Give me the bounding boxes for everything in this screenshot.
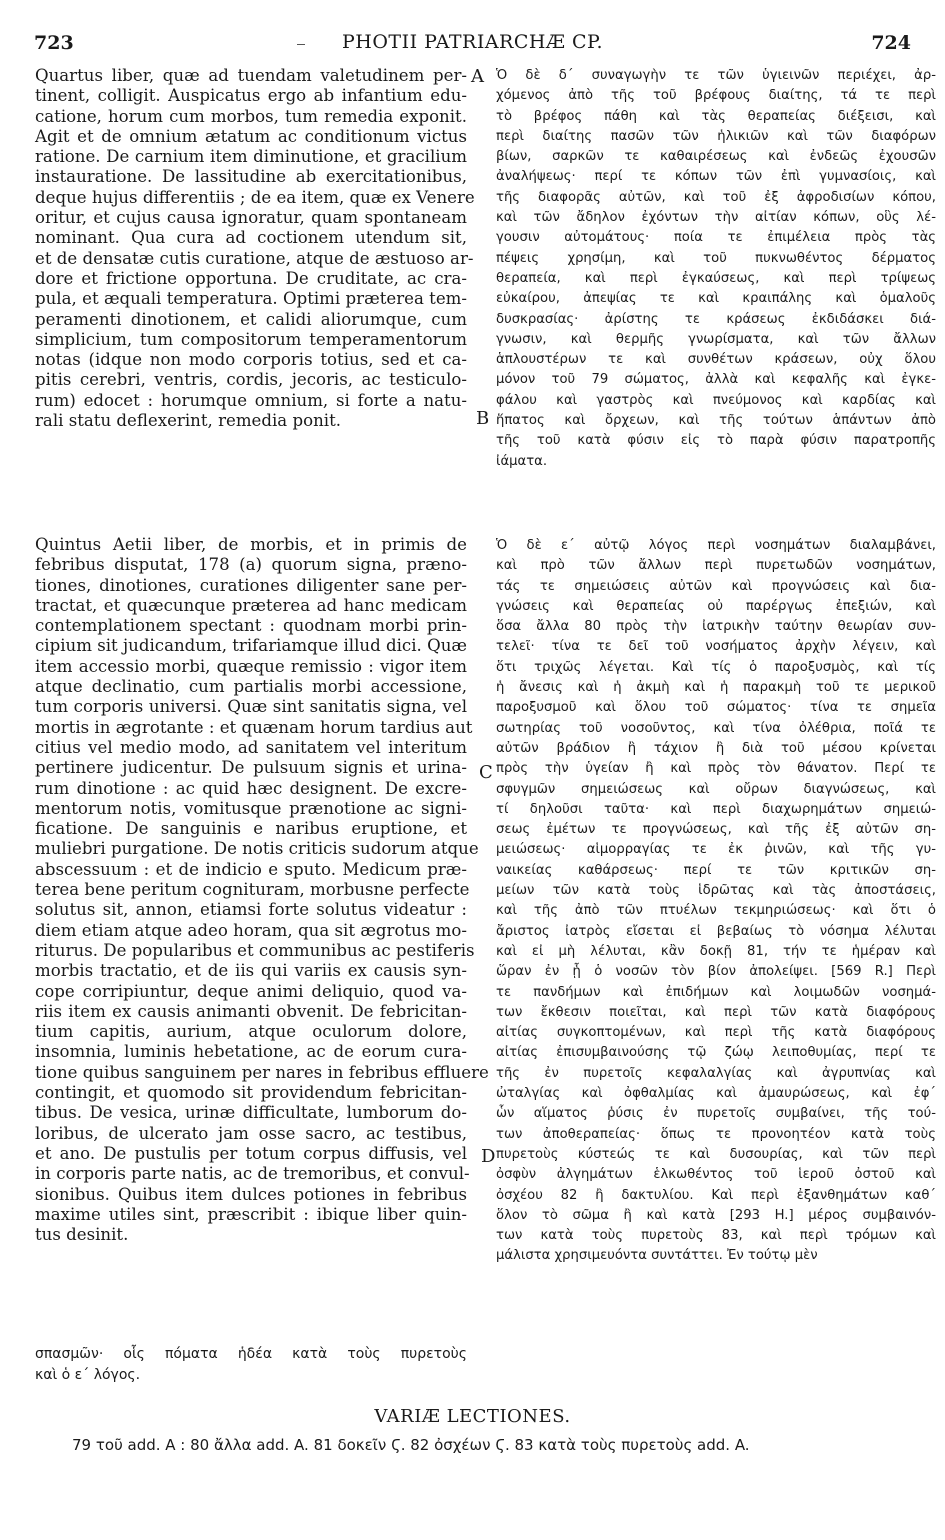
text-line: τῆς τοῦ κατὰ φύσιν εἰς τὸ παρὰ φύσιν παρατροπῆς — [496, 433, 936, 449]
text-line: ὅσα ἄλλα 80 πρὸς τὴν ἰατρικὴν ταύτην θεωρίαν συν- — [496, 619, 936, 635]
text-line: tus desinit. — [35, 1225, 129, 1245]
text-line: terea bene peritum cognituram, morbusne perfecte — [35, 880, 470, 900]
text-line: τάς τε σημειώσεις αὐτῶν καὶ προγνώσεις καὶ δια- — [496, 578, 936, 594]
text-line: cope corripiuntur, deque animi deliquio, quod va- — [35, 981, 467, 1001]
text-line: καὶ ὁ ε΄ λόγος. — [35, 1367, 141, 1383]
text-line: ἥπατος καὶ ὄρχεων, καὶ τῆς τούτων ἁπάντων ἀπὸ — [496, 413, 936, 429]
text-line: τῆς διαφορᾶς αὐτῶν, καὶ τοῦ ἐξ ἀφροδισίων κόπου, — [496, 189, 936, 205]
text-line: μείων τῶν κατὰ τοὺς ἱδρῶτας καὶ τὰς ἀποστάσεις, — [496, 883, 936, 899]
text-line: rali statu deflexerint, remedia ponit. — [35, 411, 342, 431]
text-line: ὅλον τὸ σῶμα ἢ καὶ κατὰ [293 H.] μέρος συμβαινόν- — [496, 1207, 936, 1223]
latin-column-greek-tail — [35, 1344, 467, 1386]
text-line: γνώσεις καὶ θεραπείας οὐ παρέργως ἐπεξιών, καὶ — [496, 598, 936, 614]
greek-paragraph-fourth-book — [496, 66, 936, 472]
text-line: ὧν αἵματος ῥύσις ἐν πυρετοῖς συμβαίνει, τῆς τού- — [496, 1106, 936, 1122]
text-line: nominant. Qua cura ad coctionem utendum sit, — [35, 228, 467, 248]
text-line: muliebri purgatione. De notis criticis sudorum atque — [35, 839, 479, 859]
text-line: χόμενος ἀπὸ τῆς τοῦ βρέφους διαίτης, τά τε περὶ — [496, 88, 936, 104]
text-line: τελεῖ· τίνα τε δεῖ τοῦ νοσήματος ἀρχὴν λέγειν, καὶ — [496, 639, 936, 655]
text-line: Ὁ δὲ δ΄ συναγωγὴν τε τῶν ὑγιεινῶν περιέχει, ἀρ- — [496, 68, 936, 83]
text-line: σεως ἐμέτων τε προγνώσεως, καὶ τῆς ἐξ αὐτῶν ση- — [496, 822, 936, 838]
margin-marker-d: D — [481, 1146, 496, 1167]
text-line: παροξυσμοῦ καὶ ὅλου τοῦ σώματος· τίνα τε σημεῖα — [496, 700, 936, 716]
text-line: pertinere judicentur. De pulsuum signis et urina- — [35, 758, 467, 778]
latin-column-para2 — [35, 535, 489, 1245]
text-line: σφυγμῶν σημειώσεως καὶ οὔρων διαγνώσεως, καὶ — [496, 781, 936, 797]
text-line: πρὸς τὴν ὑγείαν ἢ καὶ πρὸς τὸν θάνατον. Περί τε — [496, 761, 936, 777]
text-line: αἰτίας ἐπισυμβαινούσης τῷ ζώῳ λειποθυμίας, περί τε — [496, 1045, 936, 1061]
text-line: mentorum notis, vomitusque prænotione ac signi- — [35, 798, 467, 818]
text-line: abscessuum : et de indicio e sputo. Medicum præ- — [35, 859, 467, 879]
text-line: et ano. De pustulis per totum corpus diffusis, vel — [35, 1143, 467, 1163]
text-line: γνωσιν, καὶ θερμῆς γνωρίσματα, καὶ τῶν ἄλλων — [496, 331, 936, 347]
margin-marker-c: C — [479, 762, 493, 783]
text-line: Quintus Aetii liber, de morbis, et in primis de — [35, 535, 467, 554]
variae-lectiones-heading: VARIÆ LECTIONES. — [374, 1406, 571, 1427]
margin-marker-a: A — [471, 66, 484, 87]
text-line: riis item ex causis animanti obvenit. De febricitan- — [35, 1001, 467, 1021]
text-line: θεραπεία, καὶ περὶ ἐγκαύσεως, καὶ περὶ τρίψεως — [496, 270, 936, 286]
text-line: deque hujus differentiis ; de ea item, quæ ex Venere — [35, 187, 475, 207]
text-line: ὀσχέου 82 ἢ δακτυλίου. Καὶ περὶ ἐξανθημάτων καθ΄ — [496, 1187, 936, 1203]
text-line: notas (idque non modo corporis totius, sed et ca- — [35, 350, 467, 370]
latin-column-para1 — [35, 66, 475, 431]
greek-column-para2 — [496, 536, 936, 1267]
text-line: ὅτι τριχῶς λέγεται. Καὶ τίς ὁ παροξυσμὸς, καὶ τίς — [496, 659, 936, 675]
text-line: περὶ διαίτης πασῶν τῶν ἡλικιῶν καὶ τῶν διαφόρων — [496, 128, 936, 144]
text-line: εὐκαίρου, ἀπεψίας τε καὶ κραιπάλης καὶ ὁμαλοῦς — [496, 291, 936, 307]
text-line: atque declinatio, cum partialis morbi accessione, — [35, 677, 467, 697]
text-line: καὶ τῶν ἄδηλον ἐχόντων τὴν αἰτίαν κόπων, οὓς λέ- — [496, 210, 936, 226]
text-line: Quartus liber, quæ ad tuendam valetudinem per- — [35, 66, 467, 85]
text-line: των ἔκθεσιν ποιεῖται, καὶ περὶ τῶν κατὰ διαφόρους — [496, 1004, 936, 1020]
text-line: ficatione. De sanguinis e naribus eruptione, et — [35, 819, 467, 839]
text-line: cipium sit judicandum, trifariamque illud dici. Quæ — [35, 636, 467, 656]
text-line: rum) edocet : horumque omnium, si forte a natu- — [35, 390, 467, 410]
text-line: maxime utiles sint, præscribit : ibique liber quin- — [35, 1204, 467, 1224]
header-dash — [297, 44, 305, 45]
text-line: Agit et de omnium ætatum ac conditionum victus — [35, 126, 467, 146]
text-line: diem etiam atque adeo horam, qua sit ægrotus mo- — [35, 920, 467, 940]
text-line: catione, horum cum morbos, tum remedia exponit. — [35, 106, 467, 126]
text-line: pula, et æquali temperatura. Optimi præterea tem- — [35, 289, 467, 309]
text-line: oritur, et cujus causa ignoratur, quam spontaneam — [35, 208, 467, 228]
text-line: contingit, et quomodo sit providendum febricitan- — [35, 1083, 467, 1103]
text-line: febribus disputat, 178 (a) quorum signa, præno- — [35, 555, 467, 575]
text-line: riturus. De popularibus et communibus ac pestiferis — [35, 940, 475, 960]
running-header: PHOTII PATRIARCHÆ CP. — [341, 31, 604, 53]
text-line: γουσιν αὐτομάτους· ποία τε ἐπιμέλεια πρὸς τὰς — [496, 230, 936, 246]
text-line: citius vel medio modo, ad sanitatem vel interitum — [35, 737, 467, 757]
text-line: μειώσεως· αἱμορραγίας τε ἐκ ῥινῶν, καὶ τῆς γυ- — [496, 842, 936, 858]
text-line: σωτηρίας τοῦ νοσοῦντος, καὶ τίνα ὀλέθρια, ποῖά τε — [496, 720, 936, 736]
text-line: ὥραν ἐν ᾗ ὁ νοσῶν τὸν βίον ἀπολείψει. [569 R.] Περὶ — [496, 964, 936, 980]
text-line: ratione. De carnium item diminutione, et gracilium — [35, 147, 467, 167]
text-line: σπασμῶν· οἷς πόματα ἡδέα κατὰ τοὺς πυρετοὺς — [35, 1346, 467, 1362]
page-number-left: 723 — [34, 32, 74, 54]
text-line: μάλιστα χρησιμευόντα συντάττει. Ἐν τούτῳ μὲν — [496, 1248, 818, 1264]
margin-marker-b: B — [476, 408, 490, 429]
text-line: tione quibus sanguinem per nares in febribus effluere — [35, 1062, 489, 1082]
page-number-right: 724 — [871, 32, 911, 54]
text-line: sionibus. Quibus item dulces potiones in febribus — [35, 1184, 467, 1204]
text-line: insomnia, luminis hebetatione, ac de eorum cura- — [35, 1042, 467, 1062]
text-line: tium capitis, aurium, atque oculorum dolore, — [35, 1022, 467, 1042]
text-line: ναικείας καθάρσεως· περί τε τῶν κριτικῶν ση- — [496, 862, 936, 878]
text-line: τὸ βρέφος πάθη καὶ τὰς θεραπείας διέξεισι, καὶ — [496, 108, 936, 124]
greek-paragraph-fifth-book — [496, 536, 936, 1267]
text-line: των ἀποθεραπείας· ὅπως τε προνοητέον κατὰ τοὺς — [496, 1126, 936, 1142]
text-line: rum dinotione : ac quid hæc designent. De excre- — [35, 778, 467, 798]
text-line: contemplationem spectant : quodnam morbi prin- — [35, 616, 467, 636]
text-line: καὶ πρὸ τῶν ἄλλων περὶ πυρετωδῶν νοσημάτων, — [496, 558, 936, 574]
latin-paragraph-fifth-book — [35, 535, 489, 1245]
text-line: μόνον τοῦ 79 σώματος, ἀλλὰ καὶ κεφαλῆς καὶ ἐγκε- — [496, 372, 936, 388]
text-line: item accessio morbi, quæque remissio : vigor item — [35, 656, 467, 676]
text-line: πέψεις χρησίμη, καὶ τοῦ πυκνωθέντος δέρματος — [496, 250, 936, 266]
text-line: solutus sit, annon, etiamsi forte solutus videatur : — [35, 900, 467, 920]
text-line: δυσκρασίας· ἀρίστης τε κράσεως ἐκδιδάσκει διά- — [496, 311, 936, 327]
text-line: τε πανδήμων καὶ ἐπιδήμων καὶ λοιμωδῶν νοσημά- — [496, 984, 936, 1000]
text-line: πυρετοὺς κύστεώς τε καὶ δυσουρίας, καὶ τῶν περὶ — [496, 1146, 936, 1162]
text-line: dore et frictione opportuna. De cruditate, ac cra- — [35, 268, 467, 288]
text-line: βίων, σαρκῶν τε καθαιρέσεως καὶ ἐνδεῶς ἐχουσῶν — [496, 149, 936, 165]
text-line: peramenti dinotionem, et calidi aliorumque, cum — [35, 309, 467, 329]
text-line: in corporis parte natis, ac de tremoribus, et convul- — [35, 1164, 470, 1184]
text-line: Ὁ δὲ ε΄ αὐτῷ λόγος περὶ νοσημάτων διαλαμβάνει, — [496, 538, 936, 553]
text-line: των κατὰ τοὺς πυρετοὺς 83, καὶ περὶ τρόμων καὶ — [496, 1228, 936, 1244]
text-line: καὶ τῆς ἀπὸ τῶν πτυέλων τεκμηριώσεως· καὶ ὅτι ὁ — [496, 903, 936, 919]
text-line: ὀσφὺν ἀλγημάτων ἑλκωθέντος τοῦ ἱεροῦ ὀστοῦ καὶ — [496, 1167, 936, 1183]
text-line: ἁπλουστέρων τε καὶ συνθέτων κράσεων, οὐχ ὅλου — [496, 352, 936, 368]
text-line: καὶ εἰ μὴ λέλυται, κἂν δοκῇ 81, τήν τε ἡμέραν καὶ — [496, 943, 936, 959]
text-line: tibus. De vesica, urinæ difficultate, lumborum do- — [35, 1103, 467, 1123]
text-line: ὠταλγίας καὶ ὀφθαλμίας καὶ ἀμαυρώσεως, καὶ ἐφ΄ — [496, 1086, 936, 1102]
text-line: tractat, et quæcunque præterea ad hanc medicam — [35, 595, 467, 615]
text-line: pitis cerebri, ventris, cordis, jecoris, ac testiculo- — [35, 370, 467, 390]
text-line: instauratione. De lassitudine ab exercitationibus, — [35, 167, 467, 187]
text-line: τί δηλοῦσι ταῦτα· καὶ περὶ διαχωρημάτων σημειώ- — [496, 801, 936, 817]
text-line: αὐτῶν βράδιον ἢ τάχιον ἢ διὰ τοῦ μέσου κρίνεται — [496, 740, 936, 756]
text-line: morbis tractatio, et de iis qui variis ex causis syn- — [35, 961, 467, 981]
text-line: simplicium, tum compositorum temperamentorum — [35, 329, 467, 349]
latin-paragraph-fourth-book — [35, 66, 475, 431]
text-line: φάλου καὶ γαστρὸς καὶ πνεύμονος καὶ καρδίας καὶ — [496, 392, 936, 408]
text-line: ἰάματα. — [496, 453, 548, 469]
text-line: tiones, dinotiones, curationes diligenter sane per- — [35, 575, 467, 595]
text-line: τῆς ἐν πυρετοῖς κεφαλαλγίας καὶ ἀγρυπνίας καὶ — [496, 1065, 936, 1081]
text-line: ἀναλήψεως· περί τε κόπων τῶν ἐπὶ γυμνασίοις, καὶ — [496, 169, 936, 185]
text-line: loribus, de ulcerato jam osse sacro, ac testibus, — [35, 1123, 467, 1143]
text-line: ἡ ἄνεσις καὶ ἡ ἀκμὴ καὶ ἡ παρακμὴ τοῦ τε μερικοῦ — [496, 680, 936, 696]
text-line: et de densatæ cutis curatione, atque de æstuoso ar- — [35, 248, 474, 268]
variae-lectiones-notes: 79 τοῦ add. A : 80 ἄλλα add. A. 81 δοκεῖν Ϛ. 82 ὀσχέων Ϛ. 83 κατὰ τοὺς πυρετοὺς add. A. — [72, 1436, 750, 1454]
text-line: αἰτίας συγκοπτομένων, καὶ περὶ τῆς κατὰ διαφόρους — [496, 1025, 936, 1041]
text-line: tum corporis universi. Quæ sint sanitatis signa, vel — [35, 697, 467, 717]
text-line: mortis in ægrotante : et quænam horum tardius aut — [35, 717, 473, 737]
text-line: ἄριστος ἰατρὸς εἴσεται εἰ βεβαίως τὸ νόσημα λέλυται — [496, 923, 936, 939]
text-line: tinent, colligit. Auspicatus ergo ab infantium edu- — [35, 86, 467, 106]
greek-column-para1 — [496, 66, 936, 472]
